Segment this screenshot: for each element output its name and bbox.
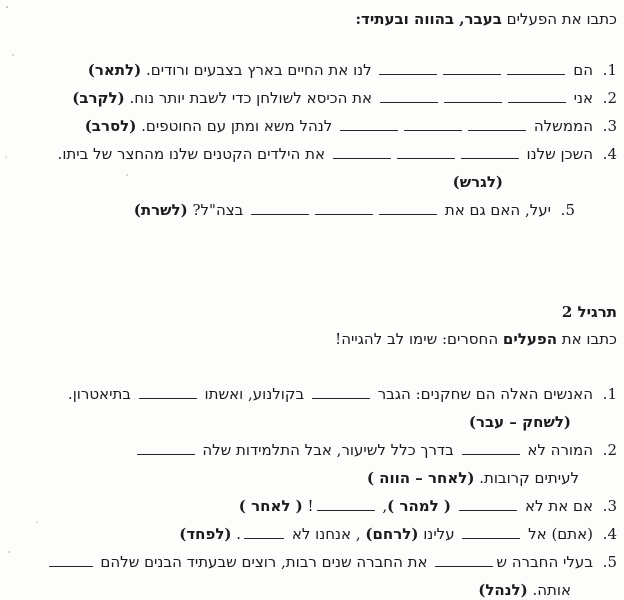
exercise-item xyxy=(0,112,617,140)
item-number: 2. xyxy=(602,441,617,459)
item-number: 4. xyxy=(602,145,617,163)
answer-blank xyxy=(312,385,370,399)
answer-blank xyxy=(462,441,520,455)
answer-blank xyxy=(137,441,195,455)
item-line xyxy=(0,408,571,436)
section-title: תרגיל 2 xyxy=(561,303,617,321)
answer-blank xyxy=(468,117,526,131)
item-line xyxy=(0,112,593,140)
item-text: בדרך כלל לשיעור, אבל התלמידות שלה xyxy=(197,441,459,459)
verb-hint: (לשחק – עבר) xyxy=(468,413,571,431)
answer-blank xyxy=(315,201,373,215)
item-number: 2. xyxy=(602,89,617,107)
item-text: , אנחנו לא xyxy=(287,525,366,543)
item-number: 1. xyxy=(602,385,617,403)
item-line xyxy=(0,576,571,600)
item-text: הממשלה xyxy=(529,117,593,135)
item-text: כתבו את xyxy=(557,330,617,348)
item-text: המורה לא xyxy=(522,441,593,459)
answer-blank xyxy=(397,145,455,159)
item-number: 5. xyxy=(560,201,575,219)
exercise-2 xyxy=(0,300,617,600)
answer-blank xyxy=(379,201,437,215)
verb-hint: (לסרב) xyxy=(84,117,137,135)
item-line xyxy=(0,464,579,492)
exercise-item xyxy=(0,196,575,224)
item-number: 3. xyxy=(602,497,617,515)
item-text: כתבו את הפעלים xyxy=(501,10,617,28)
item-line xyxy=(0,196,551,224)
item-text: בתיאטרון. xyxy=(67,385,136,403)
verb-hint: ( לאחר ) xyxy=(238,497,303,515)
item-text: לעיתים קרובות. xyxy=(474,469,579,487)
exercise-item xyxy=(0,492,617,520)
item-text: לנהל משא ומתן עם החוטפים. xyxy=(136,117,338,135)
answer-blank xyxy=(340,117,398,131)
exercise-item xyxy=(0,520,617,548)
answer-blank xyxy=(444,89,502,103)
exercise-item xyxy=(0,436,617,492)
item-text: השכן שלנו xyxy=(521,145,593,163)
answer-blank xyxy=(461,145,519,159)
item-line xyxy=(0,520,593,548)
verb-hint: (לנהל) xyxy=(478,581,528,599)
answer-blank xyxy=(317,497,375,511)
item-number: 5. xyxy=(602,553,617,571)
answer-blank xyxy=(379,61,437,75)
answer-blank xyxy=(462,525,520,539)
answer-blank xyxy=(443,61,501,75)
item-text: לנו את החיים בארץ בצבעים ורודים. xyxy=(141,61,377,79)
verb-hint: הפעלים xyxy=(502,330,558,348)
verb-hint: (לשרת) xyxy=(133,201,188,219)
item-text: אני xyxy=(568,89,593,107)
item-text: בעלי החברה ש xyxy=(496,553,593,571)
item-line xyxy=(0,168,503,196)
item-text: האנשים האלה הם שחקנים: הגבר xyxy=(372,385,593,403)
answer-blank xyxy=(380,89,438,103)
item-text: (אתם) אל xyxy=(523,525,593,543)
section-instruction xyxy=(0,8,617,30)
item-text: , xyxy=(377,497,388,515)
answer-blank xyxy=(508,89,566,103)
answer-blank xyxy=(244,525,284,539)
item-text: החסרים: שימו לב להגייה! xyxy=(335,330,503,348)
verb-hint: (לתאר) xyxy=(87,61,142,79)
answer-blank xyxy=(139,385,197,399)
exercise-item xyxy=(0,380,617,436)
answer-blank xyxy=(49,553,93,567)
verb-hint: (לקרב) xyxy=(72,89,125,107)
item-line xyxy=(0,548,593,576)
sections-root xyxy=(0,8,617,600)
exercise-item xyxy=(0,548,617,600)
exercise-item xyxy=(0,84,617,112)
item-line xyxy=(0,56,593,84)
answer-blank xyxy=(507,61,565,75)
item-text: את החברה שנים רבות, רוצים שבעתיד הבנים שלהם xyxy=(95,553,433,571)
verb-hint: ( למהר ) xyxy=(387,497,457,515)
item-text: את הכיסא לשולחן כדי לשבת יותר נוח. xyxy=(124,89,377,107)
answer-blank xyxy=(459,497,517,511)
item-text: אם את לא xyxy=(520,497,593,515)
item-line xyxy=(0,492,593,520)
answer-blank xyxy=(404,117,462,131)
exercise-item xyxy=(0,56,617,84)
answer-blank xyxy=(435,553,493,567)
verb-hint: (לאחר – הווה ) xyxy=(366,469,475,487)
item-text: בצה"ל? xyxy=(187,201,249,219)
item-line xyxy=(0,140,593,168)
item-number: 4. xyxy=(602,525,617,543)
item-text: הם xyxy=(568,61,593,79)
item-text: עלינו xyxy=(418,525,460,543)
item-text: אותה. xyxy=(527,581,571,599)
exercise-item xyxy=(0,140,617,196)
exercise-items xyxy=(0,56,617,224)
item-line xyxy=(0,380,593,408)
verb-hint: (לגרש) xyxy=(452,173,503,191)
exercise-items xyxy=(0,380,617,600)
answer-blank xyxy=(251,201,309,215)
answer-blank xyxy=(333,145,391,159)
item-number: 3. xyxy=(602,117,617,135)
item-line xyxy=(0,84,593,112)
item-text: יעל, האם גם את xyxy=(440,201,551,219)
item-number: 1. xyxy=(602,61,617,79)
section-instruction xyxy=(0,328,617,350)
item-text: ! xyxy=(302,497,314,515)
verb-hint: (לפחד) xyxy=(179,525,232,543)
item-line xyxy=(0,436,593,464)
verb-hint: (לרחם) xyxy=(365,525,419,543)
verb-hint: בעבר, בהווה ובעתיד: xyxy=(355,10,502,28)
item-text: בקולנוע, ואשתו xyxy=(199,385,309,403)
exercise-1 xyxy=(0,8,617,224)
item-text: . xyxy=(231,525,242,543)
item-text: את הילדים הקטנים שלנו מהחצר של ביתו. xyxy=(57,145,330,163)
